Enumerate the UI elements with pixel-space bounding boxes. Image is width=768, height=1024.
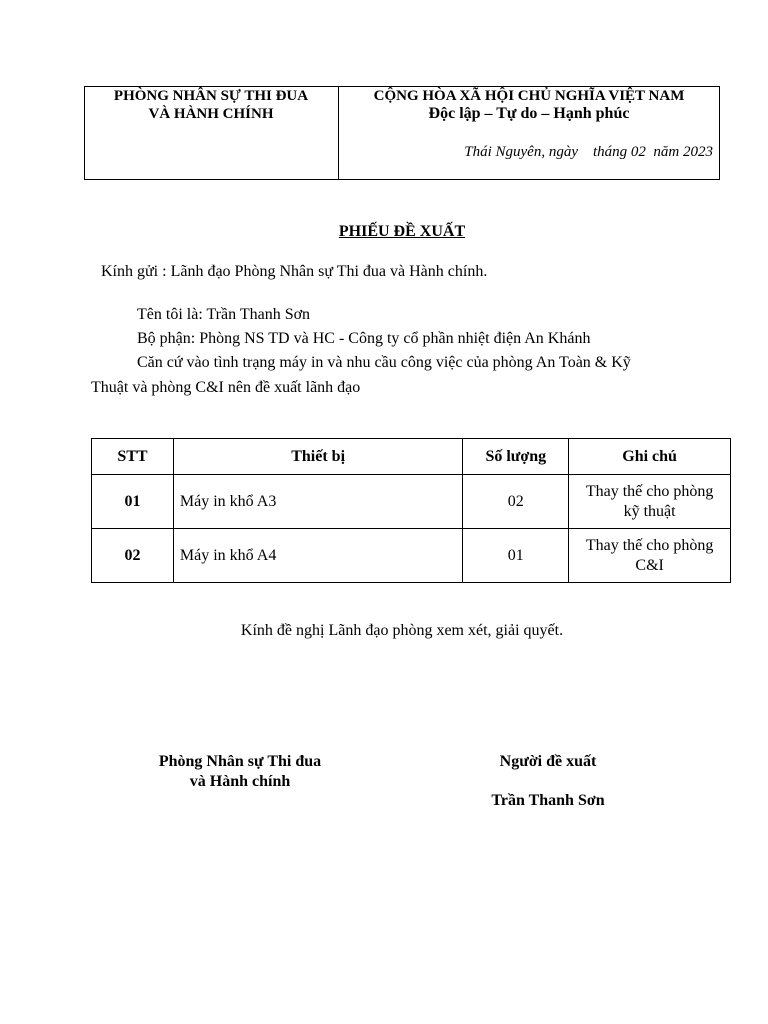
basis-line-1: Căn cứ vào tình trạng máy in và nhu cầu công việc của phòng An Toàn & Kỹ <box>137 354 631 371</box>
row-quantity: 01 <box>463 529 569 583</box>
row-note-line-1: Thay thế cho phòng <box>585 482 714 500</box>
date-line: Thái Nguyên, ngày tháng 02 năm 2023 <box>464 144 713 160</box>
header-device: Thiết bị <box>173 439 462 475</box>
addressee: Kính gửi : Lãnh đạo Phòng Nhân sự Thi đua và Hành chính. <box>101 263 488 280</box>
org-line-2: VÀ HÀNH CHÍNH <box>148 106 274 122</box>
table-row <box>92 475 731 529</box>
equipment-table <box>91 438 731 583</box>
table-header-row <box>92 439 731 475</box>
table-row <box>92 529 731 583</box>
left-signature-line-2: và Hành chính <box>189 773 291 790</box>
header-quantity: Số lượng <box>463 439 569 475</box>
left-signature-line-1: Phòng Nhân sự Thi đua <box>158 753 322 770</box>
row-quantity: 02 <box>463 475 569 529</box>
row-note-line-2: C&I <box>635 556 664 574</box>
row-stt: 02 <box>92 529 174 583</box>
org-line-1: PHÒNG NHÂN SỰ THI ĐUA <box>113 88 309 104</box>
row-note <box>569 475 731 529</box>
basis-line-2: Thuật và phòng C&I nên đề xuất lãnh đạo <box>91 379 361 396</box>
department-line: Bộ phận: Phòng NS TD và HC - Công ty cổ phần nhiệt điện An Khánh <box>137 330 591 347</box>
row-note <box>569 529 731 583</box>
header-stt: STT <box>92 439 174 475</box>
national-motto <box>338 87 720 123</box>
row-note-line-2: kỹ thuật <box>623 502 676 520</box>
org-name <box>84 87 338 123</box>
document-title: PHIẾU ĐỀ XUẤT <box>338 223 466 240</box>
proposer-name: Trần Thanh Sơn <box>491 792 605 809</box>
name-line: Tên tôi là: Trần Thanh Sơn <box>137 306 311 323</box>
header-note: Ghi chú <box>569 439 731 475</box>
nation-line-2: Độc lập – Tự do – Hạnh phúc <box>428 105 630 122</box>
proposer-title: Người đề xuất <box>499 753 597 770</box>
right-signature-block <box>428 752 668 811</box>
row-note-line-1: Thay thế cho phòng <box>585 536 714 554</box>
row-stt: 01 <box>92 475 174 529</box>
left-signature-block <box>120 752 360 792</box>
row-device: Máy in khổ A4 <box>173 529 462 583</box>
row-device: Máy in khổ A3 <box>173 475 462 529</box>
nation-line-1: CỘNG HÒA XÃ HỘI CHỦ NGHĨA VIỆT NAM <box>373 88 685 104</box>
closing-request: Kính đề nghị Lãnh đạo phòng xem xét, giải quyết. <box>240 622 564 639</box>
